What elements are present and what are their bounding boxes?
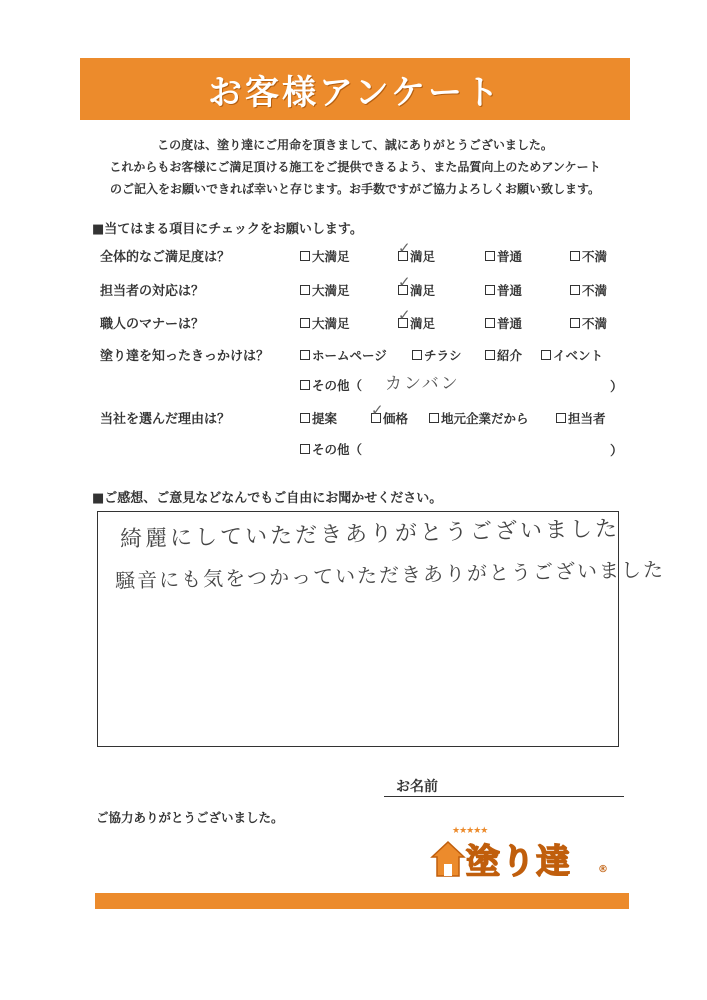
section-checklist-heading: ■当てはまる項目にチェックをお願いします。 (92, 222, 363, 237)
option-checkbox[interactable] (485, 281, 522, 299)
option-checkbox[interactable] (300, 346, 387, 364)
option-label: 普通 (497, 249, 523, 264)
checkbox[interactable] (485, 350, 495, 360)
close-paren: ） (610, 444, 624, 459)
option-label: ホームページ (312, 348, 387, 363)
option-label: その他（ (312, 378, 363, 393)
option-label: チラシ (424, 348, 462, 363)
thanks-text: ご協力ありがとうございました。 (96, 810, 284, 825)
name-label: お名前 (396, 779, 438, 795)
checkbox[interactable] (485, 318, 495, 328)
option-label: 不満 (582, 249, 608, 264)
check-mark-icon: ✓ (398, 273, 411, 291)
checkbox[interactable] (570, 318, 580, 328)
option-label: 普通 (497, 316, 523, 331)
option-checkbox-checked[interactable] (398, 273, 436, 299)
option-checkbox[interactable] (429, 409, 529, 427)
option-checkbox[interactable] (556, 409, 606, 427)
option-checkbox[interactable] (541, 346, 603, 364)
option-label: 大満足 (312, 249, 350, 264)
option-checkbox[interactable] (300, 314, 350, 332)
page-title: お客様アンケート (208, 72, 502, 113)
check-mark-icon: ✓ (371, 401, 384, 419)
option-label: 不満 (582, 283, 608, 298)
option-checkbox[interactable] (485, 346, 522, 364)
option-label: 不満 (582, 316, 608, 331)
checkbox[interactable] (300, 318, 310, 328)
checkbox[interactable] (541, 350, 551, 360)
option-checkbox-other[interactable] (300, 376, 362, 394)
intro-text (80, 134, 630, 200)
footer-bar (95, 893, 629, 909)
check-mark-icon: ✓ (398, 306, 411, 324)
checkbox[interactable] (300, 350, 310, 360)
question-staff-response: 担当者の対応は？ (100, 284, 205, 299)
question-reason-chosen: 当社を選んだ理由は？ (100, 412, 231, 427)
logo-text: 塗り達 (466, 842, 571, 882)
option-checkbox[interactable] (485, 314, 522, 332)
checkbox[interactable] (485, 251, 495, 261)
option-label: 紹介 (497, 348, 523, 363)
comment-handwritten-line: 綺麗にしていただきありがとうございました (119, 516, 621, 553)
checkbox[interactable] (371, 401, 384, 423)
question-how-found: 塗り達を知ったきっかけは？ (100, 349, 270, 364)
checkbox[interactable] (412, 350, 422, 360)
option-checkbox[interactable] (300, 247, 350, 265)
star-icons: ★★★★★ (452, 826, 488, 836)
registered-mark: ® (598, 864, 608, 875)
check-mark-icon: ✓ (398, 239, 411, 257)
option-label: 価格 (383, 411, 409, 426)
intro-line: のご記入をお願いできれば幸いと存じます。お手数ですがご協力よろしくお願い致します。 (109, 182, 601, 196)
checkbox[interactable] (485, 285, 495, 295)
checkbox[interactable] (398, 273, 411, 295)
checkbox[interactable] (570, 251, 580, 261)
checkbox[interactable] (570, 285, 580, 295)
intro-line: これからもお客様にご満足頂ける施工をご提供できるよう、また品質向上のためアンケート (109, 160, 601, 174)
question-overall-satisfaction: 全体的なご満足度は？ (100, 250, 231, 265)
option-label: 提案 (312, 411, 338, 426)
option-checkbox[interactable] (412, 346, 462, 364)
question-craftsman-manners: 職人のマナーは？ (100, 317, 205, 332)
option-label: 満足 (410, 316, 436, 331)
option-label: 普通 (497, 283, 523, 298)
option-checkbox-checked[interactable] (371, 401, 409, 427)
house-icon (430, 840, 466, 880)
company-logo (430, 826, 620, 886)
checkbox[interactable] (300, 285, 310, 295)
intro-line: この度は、塗り達にご用命を頂きまして、誠にありがとうございました。 (157, 138, 553, 152)
option-checkbox[interactable] (300, 409, 337, 427)
option-label: 大満足 (312, 283, 350, 298)
option-checkbox[interactable] (570, 314, 607, 332)
option-label: 地元企業だから (441, 411, 529, 426)
section-comments-heading: ■ご感想、ご意見などなんでもご自由にお聞かせください。 (92, 491, 443, 506)
checkbox[interactable] (556, 413, 566, 423)
option-checkbox[interactable] (570, 247, 607, 265)
option-label: 満足 (410, 249, 436, 264)
option-checkbox-other[interactable] (300, 440, 362, 458)
option-label: 大満足 (312, 316, 350, 331)
close-paren: ） (610, 380, 624, 395)
option-label: 満足 (410, 283, 436, 298)
option-checkbox[interactable] (485, 247, 522, 265)
option-checkbox-checked[interactable] (398, 306, 436, 332)
option-checkbox[interactable] (570, 281, 607, 299)
option-checkbox-checked[interactable] (398, 239, 436, 265)
checkbox[interactable] (398, 239, 411, 261)
checkbox[interactable] (398, 306, 411, 328)
option-checkbox[interactable] (300, 281, 350, 299)
checkbox[interactable] (300, 444, 310, 454)
option-label: その他（ (312, 442, 363, 457)
option-label: イベント (553, 348, 604, 363)
checkbox[interactable] (429, 413, 439, 423)
title-banner (80, 58, 630, 120)
checkbox[interactable] (300, 413, 310, 423)
option-label: 担当者 (568, 411, 606, 426)
comment-handwritten-line: 騒音にも気をつかっていただきありがとうございました (114, 557, 666, 593)
checkbox[interactable] (300, 380, 310, 390)
other-handwritten-value[interactable]: カンバン (385, 374, 460, 394)
name-signature-line[interactable] (384, 796, 624, 797)
checkbox[interactable] (300, 251, 310, 261)
